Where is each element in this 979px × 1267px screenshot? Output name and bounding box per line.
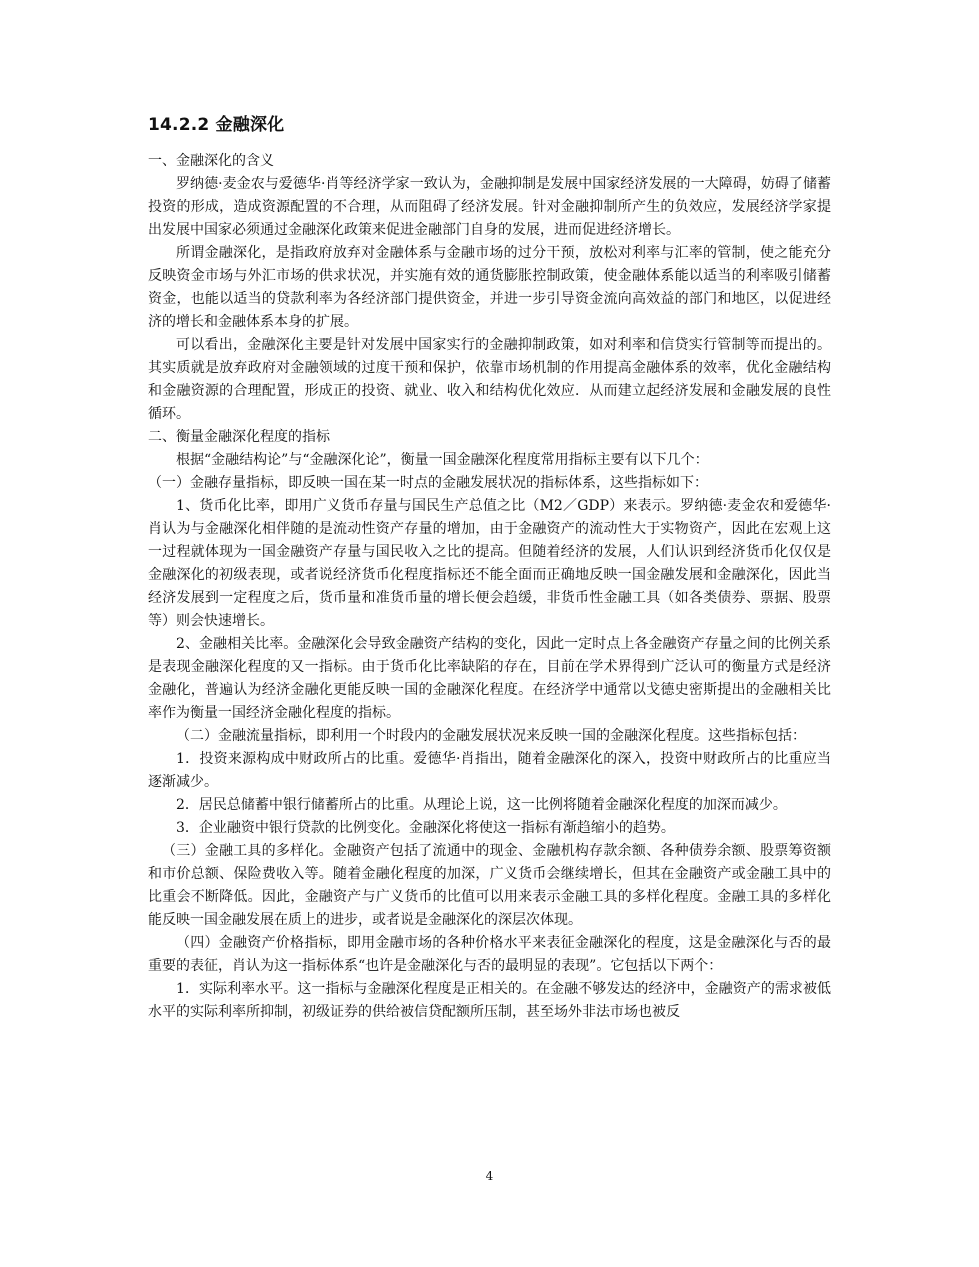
paragraph: 2、金融相关比率。金融深化会导致金融资产结构的变化，因此一定时点上各金融资产存量之间的比例关系是表现金融深化程度的又一指标。由于货币化比率缺陷的存在，目前在学术界得到广泛认可的衡量方式是经济金融化，普遍认为经济金融化更能反映一国的金融深化程度。在经济学中通常以戈德史密斯提出的金融相关比率作为衡量一国经济金融化程度的指标。 — [148, 636, 831, 721]
body-text — [148, 150, 831, 1024]
paragraph: （二）金融流量指标，即利用一个时段内的金融发展状况来反映一国的金融深化程度。这些指标包括： — [176, 728, 806, 744]
paragraph: 根据“金融结构论”与“金融深化论”，衡量一国金融深化程度常用指标主要有以下几个： — [176, 452, 709, 468]
paragraph: 2．居民总储蓄中银行储蓄所占的比重。从理论上说，这一比例将随着金融深化程度的加深而减少。 — [176, 797, 787, 813]
paragraph: 1、货币化比率，即用广义货币存量与国民生产总值之比（M2／GDP）来表示。罗纳德·麦金农和爱德华·肖认为与金融深化相伴随的是流动性资产存量的增加，由于金融资产的流动性大于实物资产，因此在宏观上这一过程就体现为一国金融资产存量与国民收入之比的提高。但随着经济的发展，人们认识到经济货币化仅仅是金融深化的初级表现，或者说经济货币化程度指标还不能全面而正确地反映一国金融发展和金融深化，因此当经济发展到一定程度之后，货币量和准货币量的增长便会趋缓，非货币性金融工具（如各类债券、票据、股票等）则会快速增长。 — [148, 498, 831, 629]
paragraph: 1．投资来源构成中财政所占的比重。爱德华·肖指出，随着金融深化的深入，投资中财政所占的比重应当逐渐减少。 — [148, 751, 831, 790]
paragraph: 罗纳德·麦金农与爱德华·肖等经济学家一致认为，金融抑制是发展中国家经济发展的一大障碍，妨碍了储蓄投资的形成，造成资源配置的不合理，从而阻碍了经济发展。针对金融抑制所产生的负效应，发展经济学家提出发展中国家必须通过金融深化政策来促进金融部门自身的发展，进而促进经济增长。 — [148, 176, 831, 238]
page-number: 4 — [485, 1169, 494, 1183]
paragraph: 3．企业融资中银行贷款的比例变化。金融深化将使这一指标有渐趋缩小的趋势。 — [176, 820, 675, 836]
paragraph: 所谓金融深化，是指政府放弃对金融体系与金融市场的过分干预，放松对利率与汇率的管制，使之能充分反映资金市场与外汇市场的供求状况，并实施有效的通货膨胀控制政策，使金融体系能以适当的利率吸引储蓄资金，也能以适当的贷款利率为各经济部门提供资金，并进一步引导资金流向高效益的部门和地区，以促进经济的增长和金融体系本身的扩展。 — [148, 245, 831, 330]
document-page — [148, 113, 831, 1024]
paragraph: （四）金融资产价格指标，即用金融市场的各种价格水平来表征金融深化的程度，这是金融深化与否的最重要的表征，肖认为这一指标体系“也许是金融深化与否的最明显的表现”。它包括以下两个： — [148, 935, 831, 974]
paragraph: 可以看出，金融深化主要是针对发展中国家实行的金融抑制政策，如对利率和信贷实行管制等而提出的。其实质就是放弃政府对金融领域的过度干预和保护，依靠市场机制的作用提高金融体系的效率，优化金融结构和金融资源的合理配置，形成正的投资、就业、收入和结构优化效应．从而建立起经济发展和金融发展的良性循环。 — [148, 337, 831, 422]
paragraph: （一）金融存量指标，即反映一国在某一时点的金融发展状况的指标体系，这些指标如下： — [148, 475, 708, 491]
paragraph: （三）金融工具的多样化。金融资产包括了流通中的现金、金融机构存款余额、各种债券余额、股票筹资额和市价总额、保险费收入等。随着金融化程度的加深，广义货币会继续增长，但其在金融资产或金融工具中的比重会不断降低。因此，金融资产与广义货币的比值可以用来表示金融工具的多样化程度。金融工具的多样化能反映一国金融发展在质上的进步，或者说是金融深化的深层次体现。 — [148, 843, 831, 928]
section-title: 14.2.2 金融深化 — [148, 115, 285, 135]
paragraph: 一、金融深化的含义 — [148, 153, 274, 169]
paragraph: 二、衡量金融深化程度的指标 — [148, 429, 330, 445]
paragraph: 1．实际利率水平。这一指标与金融深化程度是正相关的。在金融不够发达的经济中，金融资产的需求被低水平的实际利率所抑制，初级证券的供给被信贷配额所压制，甚至场外非法市场也被反 — [148, 981, 831, 1020]
